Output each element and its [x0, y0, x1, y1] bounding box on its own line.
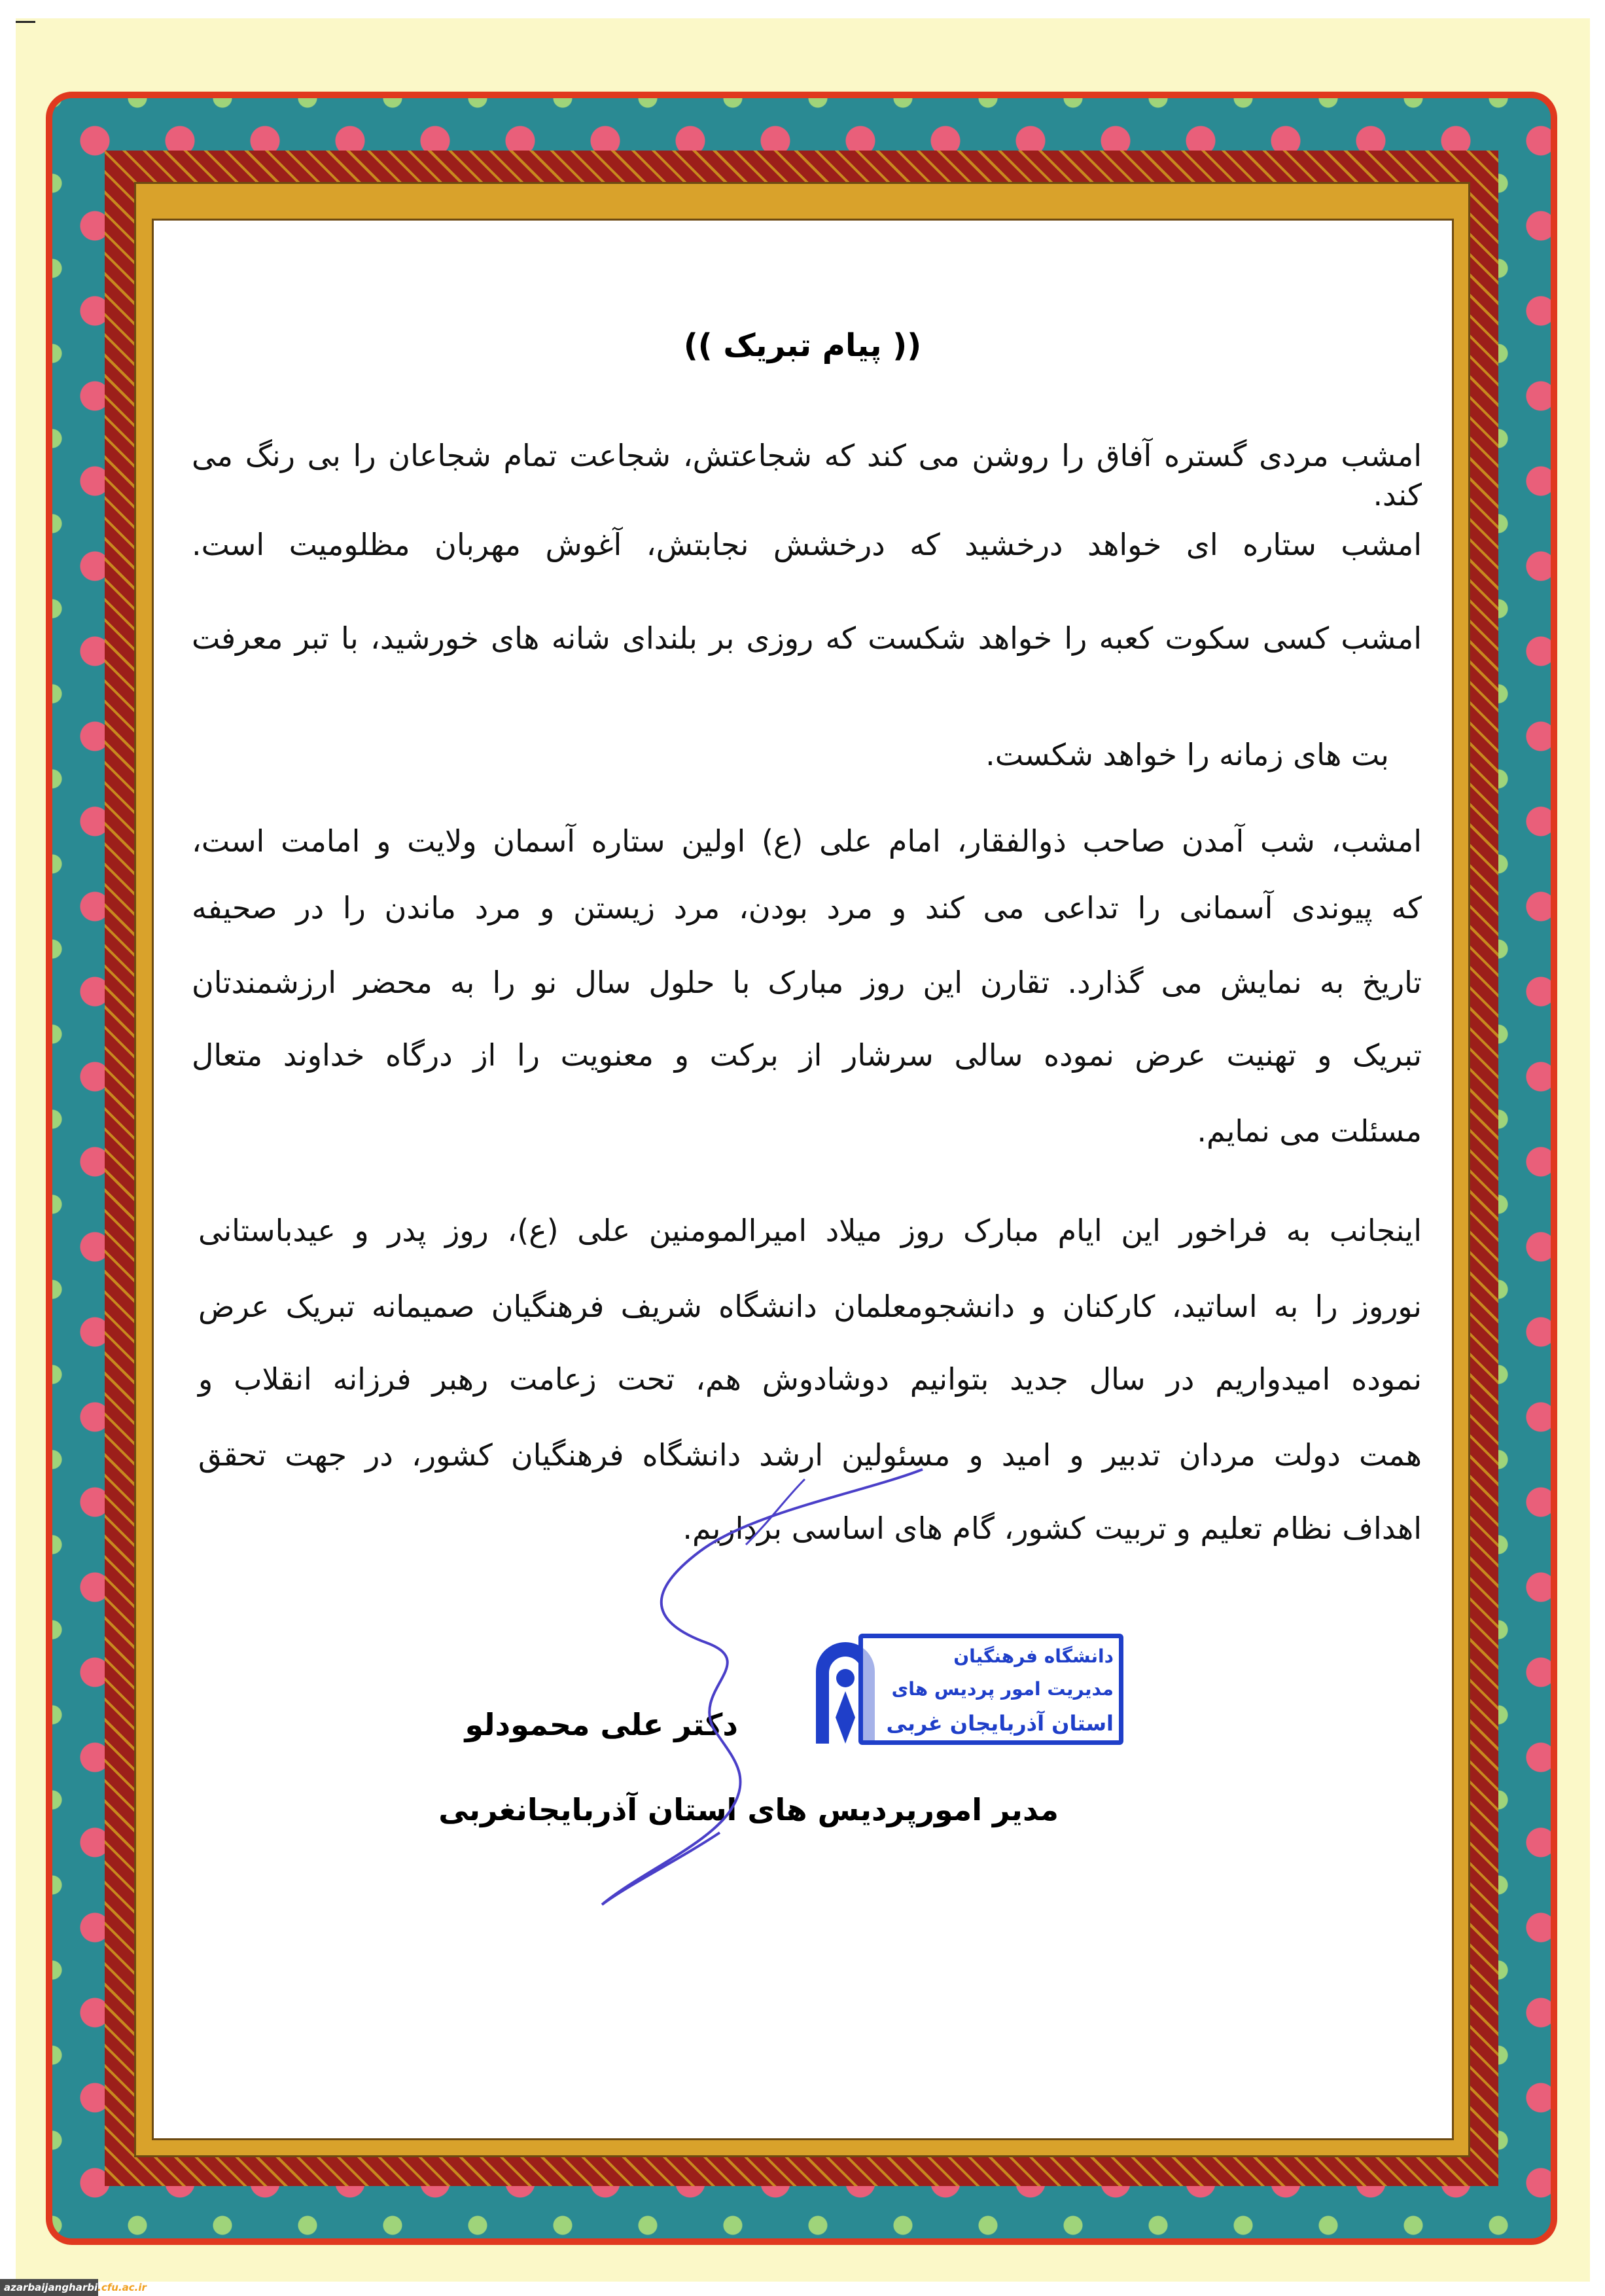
paragraph-line: امشب مردی گستره آفاق را روشن می کند که شجاعتش، شجاعت تمام شجاعان را بی رنگ می کند. [192, 438, 1422, 512]
paragraph-line: نموده امیدواریم در سال جدید بتوانیم دوشادوش هم، تحت زعامت رهبر فرزانه انقلاب و [198, 1361, 1422, 1397]
paragraph-line: امشب، شب آمدن صاحب ذوالفقار، امام علی (ع) اولین ستاره آسمان ولایت و امامت است، [192, 823, 1422, 859]
paragraph-line: تاریخ به نمایش می گذارد. تقارن این روز مبارک با حلول سال نو را به محضر ارزشمندتان [192, 965, 1422, 1000]
stamp-line-3: استان آذربایجان غربی [886, 1711, 1114, 1736]
website-watermark [0, 2279, 147, 2296]
signatory-name: دکتر علی محمودلو [465, 1707, 738, 1742]
paragraph-line: همت دولت مردان تدبیر و امید و مسئولین ارشد دانشگاه فرهنگیان کشور، در جهت تحقق [198, 1437, 1422, 1473]
paragraph-line: نوروز را به اساتید، کارکنان و دانشجومعلمان دانشگاه شریف فرهنگیان صمیمانه تبریک عرض [198, 1289, 1422, 1324]
paragraph-line: اینجانب به فراخور این ایام مبارک روز میلاد امیرالمومنین علی (ع)، روز پدر و عیدباستانی [198, 1213, 1422, 1248]
paragraph-line: امشب ستاره ای خواهد درخشید که درخشش نجابتش، آغوش مهربان مظلومیت است. [192, 527, 1422, 562]
paragraph-line: امشب کسی سکوت کعبه را خواهد شکست که روزی بر بلندای شانه های خورشید، با تبر معرفت [192, 620, 1422, 656]
paragraph-line: بت های زمانه را خواهد شکست. [985, 737, 1389, 772]
paragraph-line: که پیوندی آسمانی را تداعی می کند و مرد بودن، مرد زیستن و مرد ماندن را در صحیفه [192, 890, 1422, 925]
stamp-line-2: مدیریت امور پردیس های [891, 1678, 1114, 1700]
watermark-domain: azarbaijangharbi [4, 2282, 98, 2293]
paragraph-line: تبریک و تهنیت عرض نموده سالی سرشار از برکت و معنویت را از درگاه خداوند متعال [192, 1037, 1422, 1073]
scan-mark [16, 21, 35, 23]
watermark-tld: .cfu.ac.ir [97, 2282, 147, 2293]
letter-title: (( پیام تبریک )) [683, 327, 922, 364]
paragraph-line: مسئلت می نمایم. [1197, 1113, 1422, 1149]
signatory-position: مدیر امورپردیس های استان آذربایجانغربی [438, 1792, 1059, 1827]
handwritten-signature [589, 1466, 929, 1924]
stamp-line-1: دانشگاه فرهنگیان [953, 1645, 1114, 1667]
paragraph-line: اهداف نظام تعلیم و تربیت کشور، گام های اساسی برداریم. [682, 1511, 1422, 1546]
